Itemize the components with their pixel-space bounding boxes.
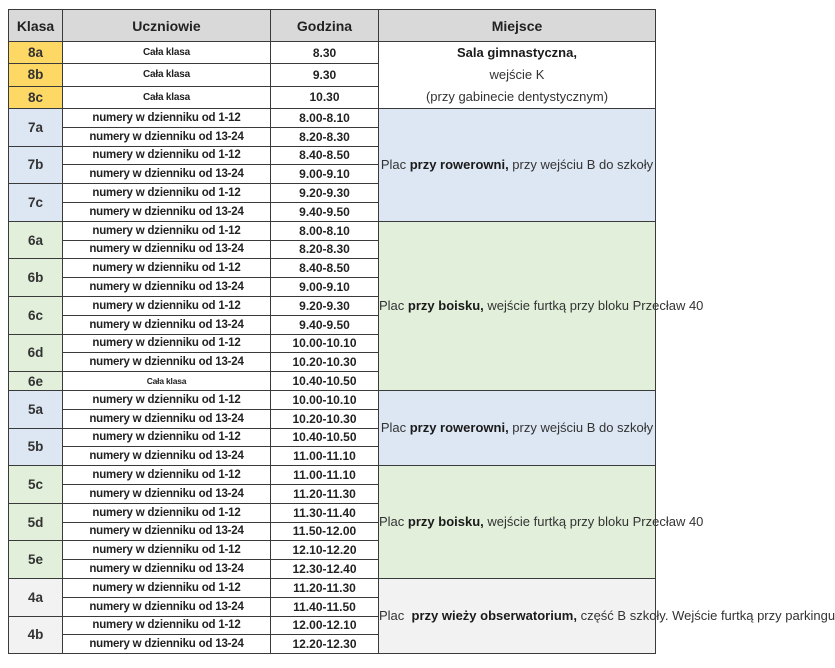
time-cell: 9.40-9.50 — [271, 315, 379, 334]
place-prefix: Plac — [379, 608, 412, 624]
place-gym-line3: (przy gabinecie dentystycznym) — [425, 89, 609, 104]
class-cell-6e: 6e — [9, 372, 63, 391]
header-godzina: Godzina — [271, 10, 379, 42]
students-cell: numery w dzienniku od 1-12 — [63, 146, 271, 165]
students-cell: numery w dzienniku od 13-24 — [63, 165, 271, 184]
students-cell: numery w dzienniku od 1-12 — [63, 184, 271, 203]
time-cell: 9.00-9.10 — [271, 278, 379, 297]
students-cell: numery w dzienniku od 13-24 — [63, 635, 271, 654]
class-cell-5c: 5c — [9, 466, 63, 504]
table-row — [9, 221, 656, 240]
students-cell: numery w dzienniku od 13-24 — [63, 240, 271, 259]
place-prefix: Plac — [379, 297, 408, 313]
students-cell: numery w dzienniku od 1-12 — [63, 503, 271, 522]
class-cell-8b: 8b — [9, 64, 63, 86]
table-row — [9, 578, 656, 597]
class-cell-7b: 7b — [9, 146, 63, 184]
place-suffix: wejście furtką przy bloku Przecław 40 — [483, 514, 704, 530]
class-cell-5a: 5a — [9, 390, 63, 428]
students-cell: numery w dzienniku od 1-12 — [63, 616, 271, 635]
class-cell-6c: 6c — [9, 296, 63, 334]
students-cell: numery w dzienniku od 13-24 — [63, 127, 271, 146]
place-cell-gym — [379, 42, 656, 109]
class-cell-5e: 5e — [9, 541, 63, 579]
students-cell: numery w dzienniku od 1-12 — [63, 109, 271, 128]
header-uczniowie: Uczniowie — [63, 10, 271, 42]
students-cell: numery w dzienniku od 13-24 — [63, 278, 271, 297]
students-cell: numery w dzienniku od 13-24 — [63, 560, 271, 579]
time-cell: 12.10-12.20 — [271, 541, 379, 560]
place-suffix: przy wejściu B do szkoły — [508, 420, 654, 436]
table-row — [9, 466, 656, 485]
time-cell: 11.40-11.50 — [271, 597, 379, 616]
time-cell: 9.00-9.10 — [271, 165, 379, 184]
class-cell-8c: 8c — [9, 86, 63, 108]
place-bold: przy wieży obserwatorium, — [411, 608, 577, 624]
class-cell-8a: 8a — [9, 42, 63, 64]
students-cell: numery w dzienniku od 1-12 — [63, 221, 271, 240]
place-gym-bold: Sala gimnastyczna, — [457, 45, 577, 60]
place-cell-observatory — [379, 578, 835, 653]
table-row — [9, 109, 656, 128]
students-cell: numery w dzienniku od 13-24 — [63, 597, 271, 616]
class-cell-5b: 5b — [9, 428, 63, 466]
students-cell: numery w dzienniku od 1-12 — [63, 428, 271, 447]
place-prefix: Plac — [380, 156, 410, 172]
time-cell: 11.20-11.30 — [271, 578, 379, 597]
time-cell: 9.40-9.50 — [271, 202, 379, 221]
time-cell: 8.00-8.10 — [271, 109, 379, 128]
students-cell: Cała klasa — [63, 64, 271, 86]
students-cell: Cała klasa — [63, 372, 271, 391]
students-cell: numery w dzienniku od 13-24 — [63, 353, 271, 372]
students-cell: numery w dzienniku od 1-12 — [63, 541, 271, 560]
time-cell: 10.30 — [271, 86, 379, 108]
time-cell: 8.30 — [271, 42, 379, 64]
class-cell-5d: 5d — [9, 503, 63, 541]
place-cell-pitch — [379, 221, 704, 390]
students-cell: numery w dzienniku od 13-24 — [63, 484, 271, 503]
class-cell-6a: 6a — [9, 221, 63, 259]
header-row — [9, 10, 656, 42]
students-cell: numery w dzienniku od 1-12 — [63, 296, 271, 315]
place-cell-pitch-2 — [379, 466, 704, 579]
place-cell-bike-rack — [379, 109, 656, 222]
students-cell: numery w dzienniku od 13-24 — [63, 315, 271, 334]
place-bold: przy rowerowni, — [409, 156, 509, 172]
time-cell: 8.40-8.50 — [271, 259, 379, 278]
header-klasa: Klasa — [9, 10, 63, 42]
class-cell-7c: 7c — [9, 184, 63, 222]
table-row — [9, 42, 656, 64]
time-cell: 8.40-8.50 — [271, 146, 379, 165]
time-cell: 9.20-9.30 — [271, 296, 379, 315]
students-cell: numery w dzienniku od 1-12 — [63, 390, 271, 409]
place-cell-bike-rack-2 — [379, 390, 656, 465]
time-cell: 10.00-10.10 — [271, 390, 379, 409]
time-cell: 10.40-10.50 — [271, 372, 379, 391]
place-bold: przy rowerowni, — [409, 420, 509, 436]
time-cell: 10.00-10.10 — [271, 334, 379, 353]
time-cell: 12.00-12.10 — [271, 616, 379, 635]
place-prefix: Plac — [380, 420, 410, 436]
students-cell: numery w dzienniku od 13-24 — [63, 202, 271, 221]
time-cell: 10.20-10.30 — [271, 353, 379, 372]
time-cell: 11.50-12.00 — [271, 522, 379, 541]
students-cell: numery w dzienniku od 13-24 — [63, 522, 271, 541]
time-cell: 10.40-10.50 — [271, 428, 379, 447]
class-cell-4b: 4b — [9, 616, 63, 654]
place-bold: przy boisku, — [407, 514, 484, 530]
place-bold: przy boisku, — [407, 297, 484, 313]
students-cell: Cała klasa — [63, 42, 271, 64]
place-gym-line2: wejście K — [489, 67, 545, 82]
time-cell: 9.20-9.30 — [271, 184, 379, 203]
students-cell: Cała klasa — [63, 86, 271, 108]
time-cell: 8.00-8.10 — [271, 221, 379, 240]
time-cell: 8.20-8.30 — [271, 127, 379, 146]
students-cell: numery w dzienniku od 13-24 — [63, 447, 271, 466]
place-suffix: przy wejściu B do szkoły — [508, 156, 654, 172]
place-suffix: wejście furtką przy bloku Przecław 40 — [483, 297, 704, 313]
schedule-table — [8, 9, 835, 654]
place-suffix: część B szkoły. Wejście furtką przy parkingu — [576, 608, 835, 624]
time-cell: 11.00-11.10 — [271, 466, 379, 485]
class-cell-6b: 6b — [9, 259, 63, 297]
place-prefix: Plac — [379, 514, 408, 530]
time-cell: 12.30-12.40 — [271, 560, 379, 579]
students-cell: numery w dzienniku od 1-12 — [63, 578, 271, 597]
header-miejsce: Miejsce — [379, 10, 656, 42]
time-cell: 10.20-10.30 — [271, 409, 379, 428]
class-cell-7a: 7a — [9, 109, 63, 147]
time-cell: 11.00-11.10 — [271, 447, 379, 466]
table-row — [9, 390, 656, 409]
time-cell: 8.20-8.30 — [271, 240, 379, 259]
students-cell: numery w dzienniku od 13-24 — [63, 409, 271, 428]
time-cell: 12.20-12.30 — [271, 635, 379, 654]
students-cell: numery w dzienniku od 1-12 — [63, 466, 271, 485]
time-cell: 11.20-11.30 — [271, 484, 379, 503]
class-cell-4a: 4a — [9, 578, 63, 616]
time-cell: 11.30-11.40 — [271, 503, 379, 522]
time-cell: 9.30 — [271, 64, 379, 86]
students-cell: numery w dzienniku od 1-12 — [63, 259, 271, 278]
class-cell-6d: 6d — [9, 334, 63, 372]
students-cell: numery w dzienniku od 1-12 — [63, 334, 271, 353]
